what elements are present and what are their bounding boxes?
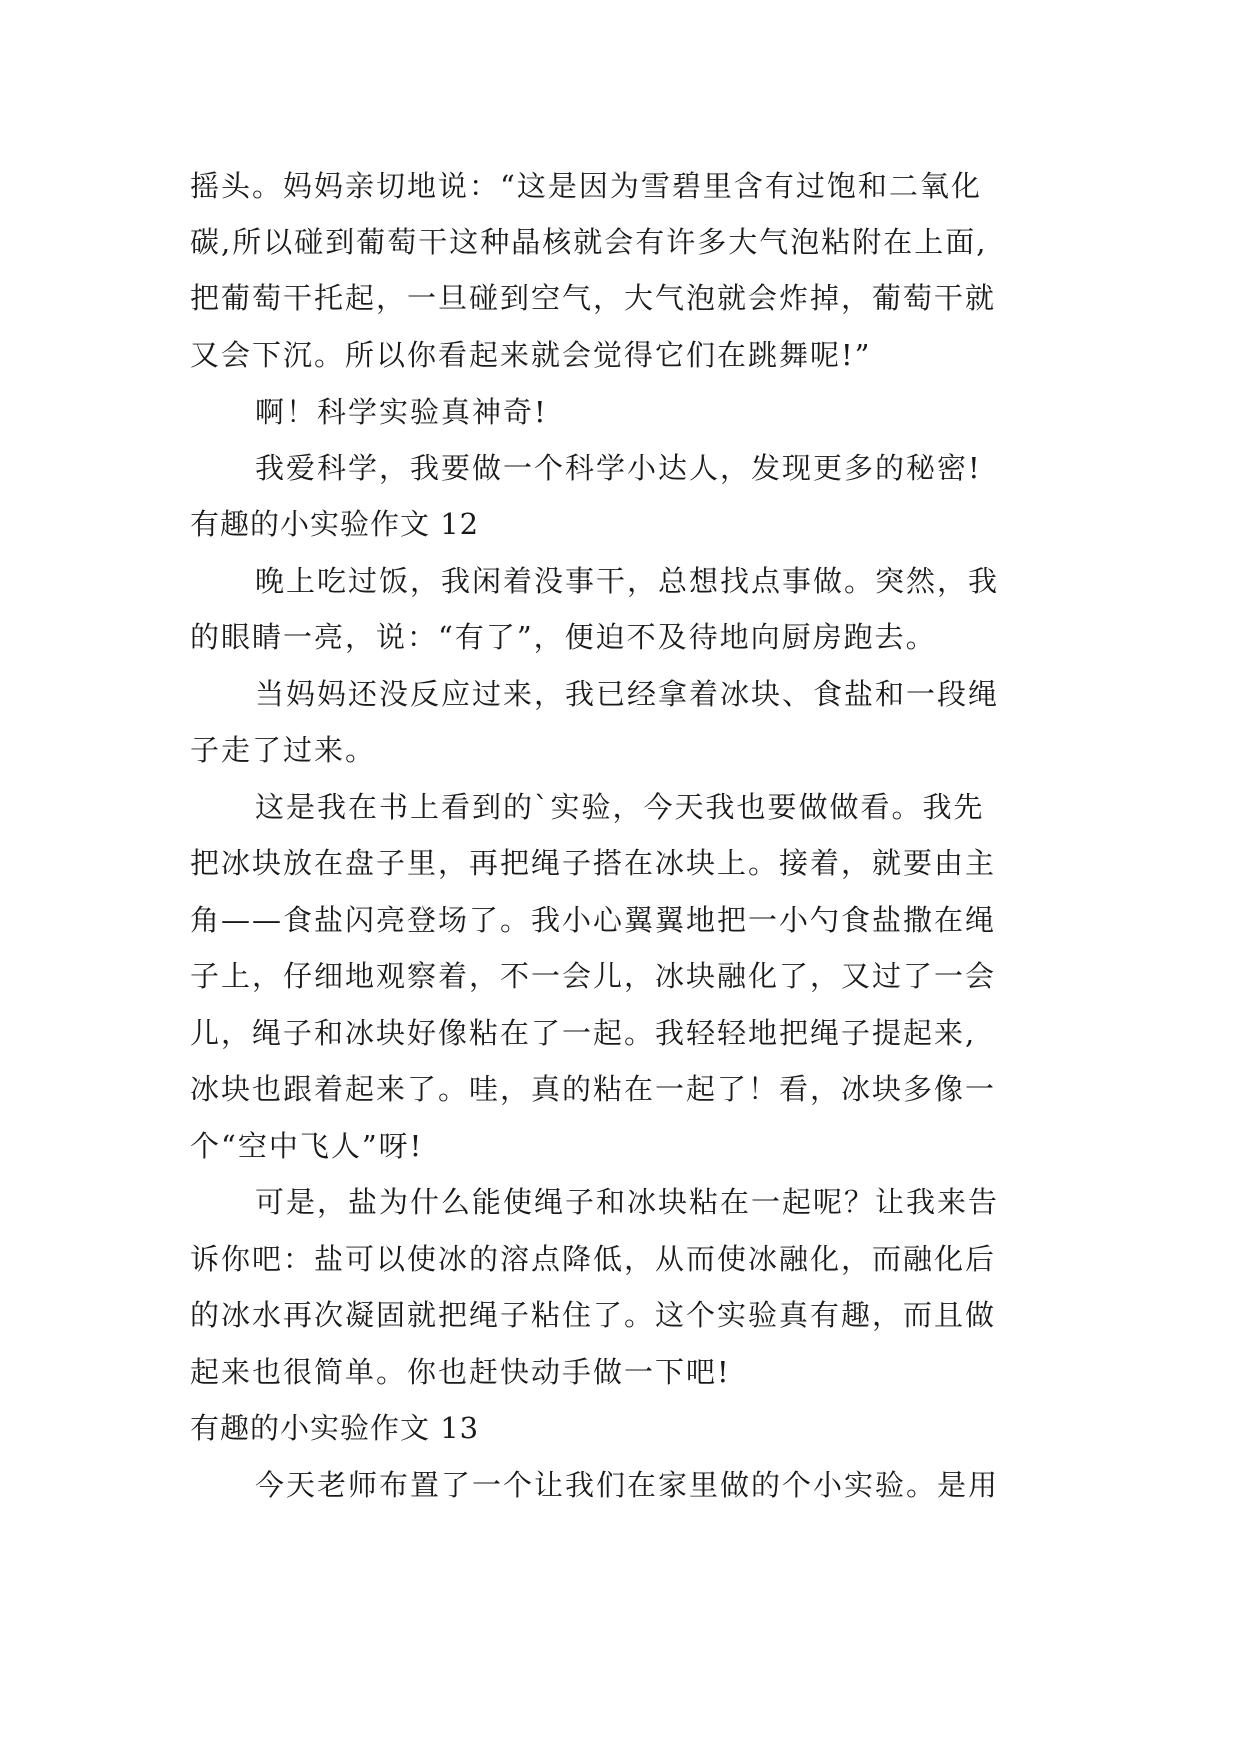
text-line: 摇头。妈妈亲切地说：“这是因为雪碧里含有过饱和二氧化 (190, 169, 982, 203)
text-line: 当妈妈还没反应过来，我已经拿着冰块、食盐和一段绳 (255, 677, 1000, 711)
text-line: 起来也很简单。你也赶快动手做一下吧! (190, 1355, 731, 1389)
text-line: 啊！科学实验真神奇! (255, 395, 548, 429)
text-line: 子走了过来。 (190, 733, 377, 767)
text-line: 的眼睛一亮，说：“有了”，便迫不及待地向厨房跑去。 (190, 620, 937, 654)
text-line: 这是我在书上看到的`实验，今天我也要做做看。我先 (255, 790, 985, 824)
text-line: 的冰水再次凝固就把绳子粘住了。这个实验真有趣，而且做 (190, 1298, 997, 1332)
text-line: 晚上吃过饭，我闲着没事干，总想找点事做。突然，我 (255, 564, 1000, 598)
text-line: 碳,所以碰到葡萄干这种晶核就会有许多大气泡粘附在上面, (190, 225, 988, 259)
section-heading: 有趣的小实验作文 12 (190, 507, 480, 541)
text-line: 我爱科学，我要做一个科学小达人，发现更多的秘密! (255, 451, 982, 485)
section-heading: 有趣的小实验作文 13 (190, 1411, 480, 1445)
text-line: 角——食盐闪亮登场了。我小心翼翼地把一小勺食盐撒在绳 (190, 903, 997, 937)
text-line: 把葡萄干托起，一旦碰到空气，大气泡就会炸掉，葡萄干就 (190, 281, 997, 315)
text-line: 个“空中飞人”呀! (190, 1129, 424, 1163)
text-line: 子上，仔细地观察着，不一会儿，冰块融化了，又过了一会 (190, 959, 997, 993)
text-line: 儿，绳子和冰块好像粘在了一起。我轻轻地把绳子提起来, (190, 1016, 977, 1050)
text-line: 冰块也跟着起来了。哇，真的粘在一起了！看，冰块多像一 (190, 1072, 997, 1106)
text-line: 诉你吧：盐可以使冰的溶点降低，从而使冰融化，而融化后 (190, 1242, 997, 1276)
text-line: 把冰块放在盘子里，再把绳子搭在冰块上。接着，就要由主 (190, 846, 997, 880)
text-line: 可是，盐为什么能使绳子和冰块粘在一起呢？让我来告 (255, 1185, 1000, 1219)
text-line: 又会下沉。所以你看起来就会觉得它们在跳舞呢!” (190, 338, 872, 372)
text-line: 今天老师布置了一个让我们在家里做的个小实验。是用 (255, 1468, 1000, 1502)
